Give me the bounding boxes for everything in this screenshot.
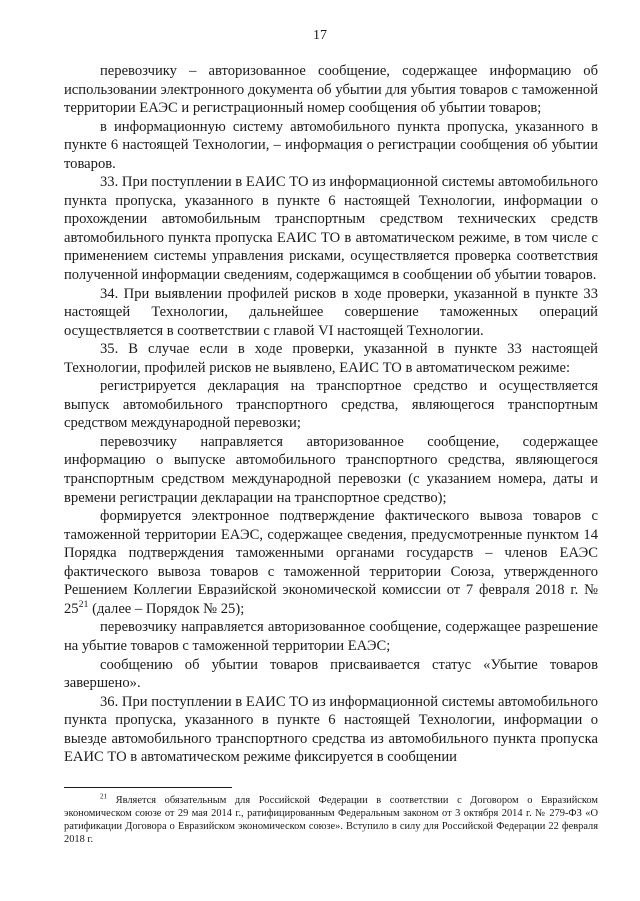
document-body	[64, 62, 598, 767]
paragraph	[64, 507, 598, 618]
paragraph: сообщению об убытии товаров присваивается статус «Убытие товаров завершено».	[64, 656, 598, 692]
paragraph-text: (далее – Порядок № 25);	[88, 600, 245, 617]
paragraph: перевозчику – авторизованное сообщение, содержащее информацию об использовании электронного документа об убытии для убытия товаров с таможенной территории ЕАЭС и регистрационный номер сообщения об убытии товаров;	[64, 63, 598, 117]
paragraph-text: формируется электронное подтверждение фактического вывоза товаров с таможенной территории ЕАЭС, содержащее сведения, предусмотренные пунктом 14 Порядка подтверждения таможенными органами государств – членов ЕАЭС фактического вывоза товаров с таможенной территории Союза, утвержденного Решением Коллегии Евразийской экономической комиссии от 7 февраля 2018 г. № 25	[64, 508, 598, 617]
footnote-text: Является обязательным для Российской Федерации в соответствии с Договором о Евразийском экономическом союзе от 29 мая 2014 г., ратифицированным Федеральным законом от 3 октября 2014 г. № 279-ФЗ «О ратификации Договора о Евразийском экономическом союзе». Вступило в силу для Российской Федерации 22 февраля 2018 г.	[64, 795, 598, 845]
paragraph: 34. При выявлении профилей рисков в ходе проверки, указанной в пункте 33 настоящей Технологии, дальнейшее совершение таможенных операций осуществляется в соответствии с главой VI настоящей Технологии.	[64, 285, 598, 339]
paragraph: 35. В случае если в ходе проверки, указанной в пункте 33 настоящей Технологии, профилей рисков не выявлено, ЕАИС ТО в автоматическом режиме:	[64, 341, 598, 376]
paragraph: 33. При поступлении в ЕАИС ТО из информационной системы автомобильного пункта пропуска, указанного в пункте 6 настоящей Технологии, информации о прохождении автомобильным транспортным средством технических средств автомобильного пункта пропуска ЕАИС ТО в автоматическом режиме, в том числе с применением системы управления рисками, осуществляется проверка соответствия полученной информации сведениям, содержащимся в сообщении об убытии товаров.	[64, 174, 598, 284]
paragraph: регистрируется декларация на транспортное средство и осуществляется выпуск автомобильного транспортного средства, являющегося транспортным средством международной перевозки;	[64, 378, 598, 432]
paragraph: перевозчику направляется авторизованное сообщение, содержащее информацию о выпуске автомобильного транспортного средства, являющегося транспортным средством международной перевозки (с указанием номера, даты и времени регистрации декларации на транспортное средство);	[64, 433, 598, 506]
footnote-marker: 21	[100, 792, 108, 801]
footnote-reference[interactable]: 21	[78, 599, 89, 610]
footnote-divider	[64, 787, 232, 788]
paragraph: 36. При поступлении в ЕАИС ТО из информационной системы автомобильного пункта пропуска, указанного в пункте 6 настоящей Технологии, информации о выезде автомобильного транспортного средства из автомобильного пункта пропуска ЕАИС ТО в автоматическом режиме фиксируется в сообщении	[64, 693, 598, 766]
paragraph: перевозчику направляется авторизованное сообщение, содержащее разрешение на убытие товаров с таможенной территории ЕАЭС;	[64, 619, 598, 654]
page-number: 17	[313, 28, 327, 43]
footnote	[64, 794, 598, 846]
paragraph: в информационную систему автомобильного пункта пропуска, указанного в пункте 6 настоящей Технологии, – информация о регистрации сообщения об убытии товаров.	[64, 118, 598, 172]
